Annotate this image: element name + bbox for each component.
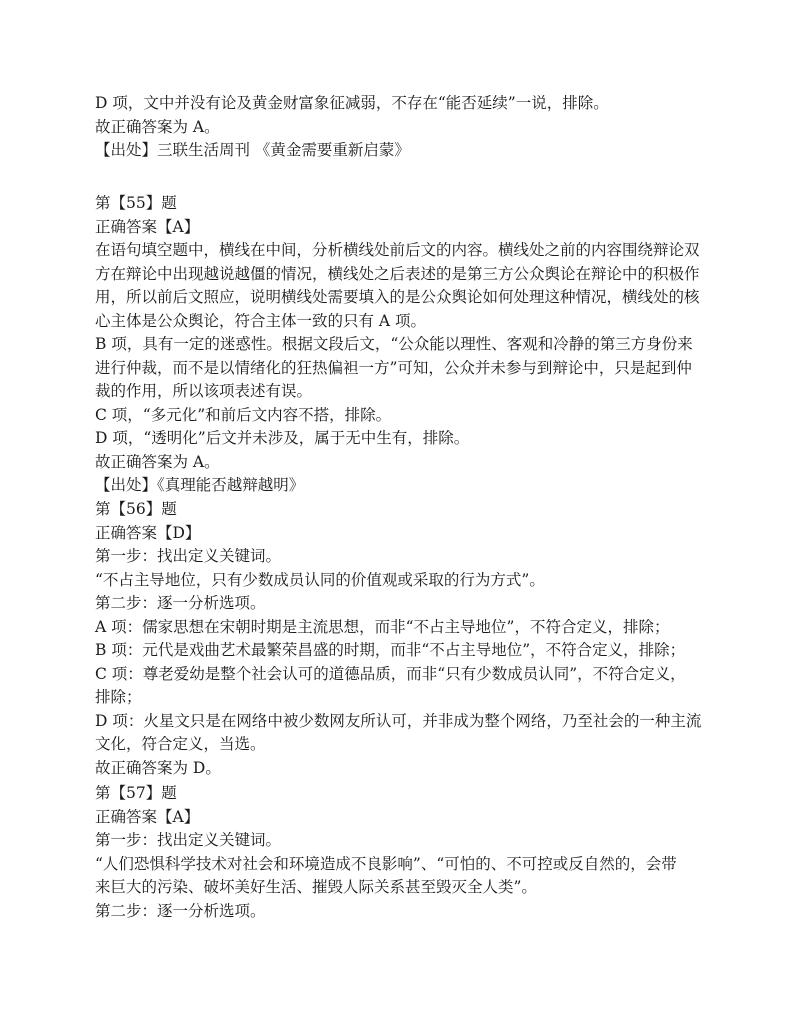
- answer-line: 正确答案【A】: [95, 217, 200, 236]
- question-heading: 第【55】题: [95, 194, 177, 212]
- text-line: “人们恐惧科学技术对社会和环境造成不良影响”、“可怕的、不可控或反自然的，会带: [95, 854, 677, 873]
- text-line: 心主体是公众舆论，符合主体一致的只有 A 项。: [95, 311, 427, 330]
- text-line: D 项：火星文只是在网络中被少数网友所认可，并非成为整个网络，乃至社会的一种主流: [95, 711, 702, 730]
- text-line: C 项：尊老爱幼是整个社会认可的道德品质，而非“只有少数成员认同”，不符合定义，: [95, 664, 686, 683]
- text-line: 裁的作用，所以该项表述有误。: [95, 382, 313, 400]
- answer-line: 正确答案【D】: [95, 523, 201, 542]
- text-line: 文化，符合定义，当选。: [95, 735, 266, 753]
- text-line: 故正确答案为 A。: [95, 117, 220, 136]
- text-line: 在语句填空题中，横线在中间，分析横线处前后文的内容。横线处之前的内容围绕辩论双: [95, 241, 700, 259]
- text-line: 故正确答案为 A。: [95, 452, 220, 471]
- text-line: 来巨大的污染、破坏美好生活、摧毁人际关系甚至毁灭全人类”。: [95, 878, 537, 896]
- text-line: C 项，“多元化”和前后文内容不搭，排除。: [95, 405, 392, 424]
- question-heading: 第【57】题: [95, 784, 177, 802]
- text-line: 故正确答案为 D。: [95, 758, 221, 777]
- text-line: D 项，文中并没有论及黄金财富象征减弱，不存在“能否延续”一说，排除。: [95, 94, 609, 112]
- text-line: “不占主导地位，只有少数成员认同的价值观或采取的行为方式”。: [95, 570, 545, 589]
- text-line: B 项，具有一定的迷惑性。根据文段后文，“公众能以理性、客观和冷静的第三方身份来: [95, 335, 693, 353]
- question-55-section: [95, 192, 705, 498]
- prev-answer-tail: [95, 92, 705, 163]
- text-line: 第二步：逐一分析选项。: [95, 901, 266, 920]
- text-line: 第一步：找出定义关键词。: [95, 547, 282, 565]
- source-line: 【出处】《真理能否越辩越明》: [95, 476, 305, 494]
- text-line: 第二步：逐一分析选项。: [95, 594, 266, 612]
- text-line: 进行仲裁，而不是以情绪化的狂热偏袒一方”可知，公众并未参与到辩论中，只是起到仲: [95, 358, 692, 377]
- question-heading: 第【56】题: [95, 500, 177, 518]
- text-line: A 项：儒家思想在宋朝时期是主流思想，而非“不占主导地位”，不符合定义，排除；: [95, 617, 670, 636]
- question-56-section: [95, 498, 705, 780]
- text-line: D 项，“透明化”后文并未涉及，属于无中生有，排除。: [95, 429, 470, 447]
- text-line: 用，所以前后文照应，说明横线处需要填入的是公众舆论如何处理这种情况，横线处的核: [95, 288, 700, 306]
- text-line: B 项：元代是戏曲艺术最繁荣昌盛的时期，而非“不占主导地位”，不符合定义，排除；: [95, 641, 686, 659]
- text-line: 第一步：找出定义关键词。: [95, 831, 282, 849]
- text-line: 方在辩论中出现越说越僵的情况，横线处之后表述的是第三方公众舆论在辩论中的积极作: [95, 264, 700, 283]
- question-57-section: [95, 782, 705, 923]
- answer-line: 正确答案【A】: [95, 807, 200, 826]
- source-line: 【出处】三联生活周刊 《黄金需要重新启蒙》: [95, 141, 410, 159]
- text-line: 排除；: [95, 688, 142, 706]
